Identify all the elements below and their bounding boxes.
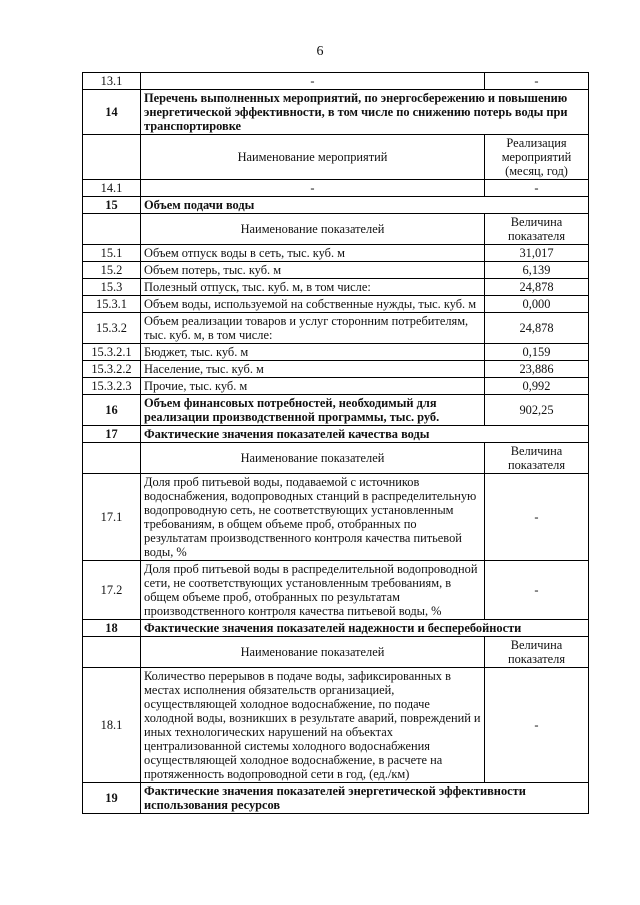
header-row — [83, 637, 589, 668]
program-table — [82, 72, 589, 814]
header-row — [83, 135, 589, 180]
row-description: Объем потерь, тыс. куб. м — [141, 262, 485, 279]
row-description: Объем воды, используемой на собственные нужды, тыс. куб. м — [141, 296, 485, 313]
row-number: 15.3 — [83, 279, 141, 296]
row-value: 0,000 — [485, 296, 589, 313]
row-value: - — [485, 668, 589, 783]
section-number: 16 — [83, 395, 141, 426]
header-row — [83, 443, 589, 474]
row-value: - — [485, 561, 589, 620]
row-value: 0,992 — [485, 378, 589, 395]
column-header-value: Величина показателя — [485, 637, 589, 668]
section-row — [83, 395, 589, 426]
row-number: 17.2 — [83, 561, 141, 620]
row-number: 15.3.2.2 — [83, 361, 141, 378]
section-row — [83, 90, 589, 135]
section-number: 18 — [83, 620, 141, 637]
row-number: 15.1 — [83, 245, 141, 262]
row-number: 15.3.1 — [83, 296, 141, 313]
section-title: Объем подачи воды — [141, 197, 589, 214]
section-number: 19 — [83, 783, 141, 814]
row-value: 24,878 — [485, 279, 589, 296]
row-description: Количество перерывов в подаче воды, зафиксированных в местах исполнения обязательств организацией, осуществляющей холодное водоснабжение, по подаче холодной воды, возникших в результате аварий, повреждений и иных технологических нарушений на объектах централизованной системы холодного водоснабжения осуществляющей холодное водоснабжение, в расчете на протяженность водопроводной сети в год, (ед./км) — [141, 668, 485, 783]
row-value: 902,25 — [485, 395, 589, 426]
empty-cell — [83, 637, 141, 668]
table-row — [83, 668, 589, 783]
row-value: 0,159 — [485, 344, 589, 361]
row-value: 23,886 — [485, 361, 589, 378]
table-row — [83, 262, 589, 279]
empty-cell — [83, 443, 141, 474]
column-header-value: Реализация мероприятий (месяц, год) — [485, 135, 589, 180]
table-row — [83, 313, 589, 344]
row-description: Объем реализации товаров и услуг сторонним потребителям, тыс. куб. м, в том числе: — [141, 313, 485, 344]
empty-cell — [83, 214, 141, 245]
section-number: 15 — [83, 197, 141, 214]
row-number: 13.1 — [83, 73, 141, 90]
row-number: 15.3.2.3 — [83, 378, 141, 395]
table-row — [83, 561, 589, 620]
column-header-value: Величина показателя — [485, 214, 589, 245]
header-row — [83, 214, 589, 245]
row-number: 15.3.2 — [83, 313, 141, 344]
section-title: Фактические значения показателей надежности и бесперебойности — [141, 620, 589, 637]
table-row — [83, 245, 589, 262]
row-value: 6,139 — [485, 262, 589, 279]
table-row — [83, 361, 589, 378]
row-value: 31,017 — [485, 245, 589, 262]
row-description: Доля проб питьевой воды в распределительной водопроводной сети, не соответствующих установленным требованиям, в общем объеме проб, отобранных по результатам производственного контроля качества питьевой воды, % — [141, 561, 485, 620]
row-number: 15.2 — [83, 262, 141, 279]
row-description: Прочие, тыс. куб. м — [141, 378, 485, 395]
row-value: - — [485, 474, 589, 561]
row-value: 24,878 — [485, 313, 589, 344]
row-value: - — [485, 180, 589, 197]
column-header-name: Наименование показателей — [141, 637, 485, 668]
row-description: - — [141, 73, 485, 90]
section-title: Фактические значения показателей качества воды — [141, 426, 589, 443]
section-title: Фактические значения показателей энергетической эффективности использования ресурсов — [141, 783, 589, 814]
table-row — [83, 180, 589, 197]
table-row — [83, 344, 589, 361]
row-number: 17.1 — [83, 474, 141, 561]
column-header-name: Наименование мероприятий — [141, 135, 485, 180]
table-row — [83, 474, 589, 561]
empty-cell — [83, 135, 141, 180]
table-row — [83, 378, 589, 395]
section-number: 14 — [83, 90, 141, 135]
row-number: 14.1 — [83, 180, 141, 197]
column-header-name: Наименование показателей — [141, 214, 485, 245]
row-description: Население, тыс. куб. м — [141, 361, 485, 378]
column-header-value: Величина показателя — [485, 443, 589, 474]
section-row — [83, 426, 589, 443]
row-number: 15.3.2.1 — [83, 344, 141, 361]
section-row — [83, 620, 589, 637]
table-row — [83, 279, 589, 296]
section-number: 17 — [83, 426, 141, 443]
row-description: Полезный отпуск, тыс. куб. м, в том числе: — [141, 279, 485, 296]
row-description: Бюджет, тыс. куб. м — [141, 344, 485, 361]
table-row — [83, 73, 589, 90]
row-description: - — [141, 180, 485, 197]
section-title: Объем финансовых потребностей, необходимый для реализации производственной программы, тыс. руб. — [141, 395, 485, 426]
page-number: 6 — [316, 44, 324, 59]
section-row — [83, 783, 589, 814]
section-row — [83, 197, 589, 214]
row-description: Доля проб питьевой воды, подаваемой с источников водоснабжения, водопроводных станций в распределительную водопроводную сеть, не соответствующих установленным требованиям, в общем объеме проб, отобранных по результатам производственного контроля качества питьевой воды, % — [141, 474, 485, 561]
table-row — [83, 296, 589, 313]
column-header-name: Наименование показателей — [141, 443, 485, 474]
row-value: - — [485, 73, 589, 90]
section-title: Перечень выполненных мероприятий, по энергосбережению и повышению энергетической эффективности, в том числе по снижению потерь воды при транспортировке — [141, 90, 589, 135]
row-number: 18.1 — [83, 668, 141, 783]
row-description: Объем отпуск воды в сеть, тыс. куб. м — [141, 245, 485, 262]
